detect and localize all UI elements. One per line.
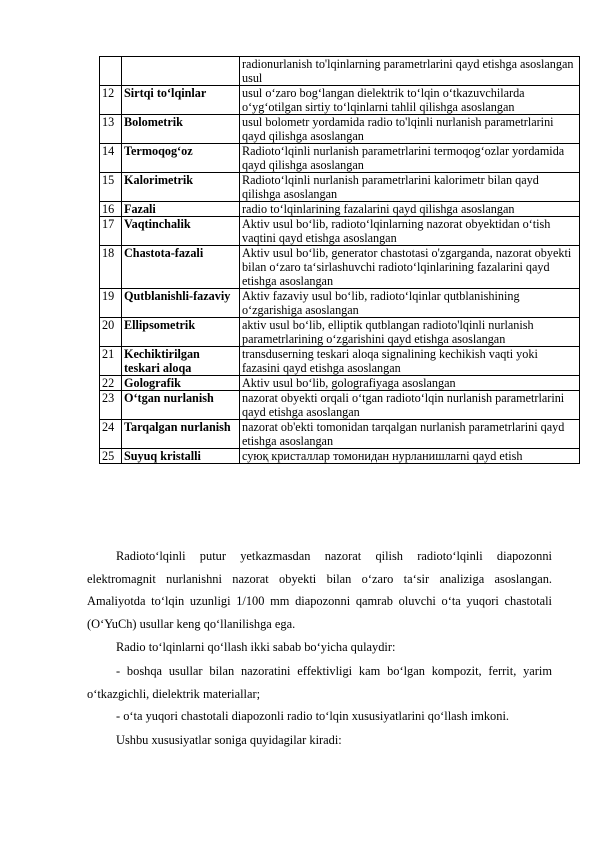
row-number: 21 (100, 347, 122, 376)
row-number: 12 (100, 86, 122, 115)
method-description: aktiv usul bo‘lib, elliptik qutblangan radioto'lqinli nurlanish parametrlarining o‘zgarishini qayd etishga asoslangan (240, 318, 580, 347)
method-name: Termoqog‘oz (122, 144, 240, 173)
method-name: Kalorimetrik (122, 173, 240, 202)
methods-table (99, 56, 580, 464)
method-name: Vaqtinchalik (122, 217, 240, 246)
method-description: usul o‘zaro bog‘langan dielektrik to‘lqin o‘tkazuvchilarda o‘yg‘otilgan sirtiy to‘lqinlarni tahlil qilishga asoslangan (240, 86, 580, 115)
row-number: 25 (100, 449, 122, 464)
method-description: Aktiv fazaviy usul bo‘lib, radioto‘lqinlar qutblanishining o‘zgarishiga asoslangan (240, 289, 580, 318)
table-row (100, 376, 580, 391)
method-name: Golografik (122, 376, 240, 391)
method-description: Radioto‘lqinli nurlanish parametrlarini termoqog‘ozlar yordamida qayd qilishga asoslangan (240, 144, 580, 173)
method-description: usul bolometr yordamida radio to'lqinli nurlanish parametrlarini qayd qilishga asoslangan (240, 115, 580, 144)
method-description: Radioto‘lqinli nurlanish parametrlarini kalorimetr bilan qayd qilishga asoslangan (240, 173, 580, 202)
row-number: 15 (100, 173, 122, 202)
row-number (100, 57, 122, 86)
method-name: Qutblanishli-fazaviy (122, 289, 240, 318)
table-row (100, 86, 580, 115)
methods-table-body (100, 57, 580, 464)
table-row (100, 420, 580, 449)
method-description: суюқ кристаллар томонидан нурланишлarni qayd etish (240, 449, 580, 464)
row-number: 16 (100, 202, 122, 217)
method-description: Aktiv usul bo‘lib, radioto‘lqinlarning nazorat obyektidan o‘tish vaqtini qayd etishga asoslangan (240, 217, 580, 246)
method-description: nazorat obyekti orqali o‘tgan radioto‘lqin nurlanish parametrlarini qayd etishga asoslangan (240, 391, 580, 420)
method-name: Chastota-fazali (122, 246, 240, 289)
table-row (100, 347, 580, 376)
method-name: Suyuq kristalli (122, 449, 240, 464)
row-number: 17 (100, 217, 122, 246)
method-name: Bolometrik (122, 115, 240, 144)
row-number: 13 (100, 115, 122, 144)
method-description: Aktiv usul bo‘lib, generator chastotasi o'zgarganda, nazorat obyekti bilan o‘zaro ta‘sirlashuvchi radioto‘lqinlarining fazalarini qayd etishga asoslangan (240, 246, 580, 289)
paragraph-features-heading: Ushbu xususiyatlar soniga quyidagilar kiradi: (116, 733, 342, 747)
method-name: Sirtqi to‘lqinlar (122, 86, 240, 115)
row-number: 23 (100, 391, 122, 420)
row-number: 18 (100, 246, 122, 289)
table-row (100, 202, 580, 217)
paragraph-reason-1: - boshqa usullar bilan nazoratini effektivligi kam bo‘lgan kompozit, ferrit, yarim o‘tkazgichli, dielektrik materiallar; (87, 664, 552, 701)
paragraph-intro: Radioto‘lqinli putur yetkazmasdan nazorat qilish radioto‘lqinli diapozonni elektromagnit nurlanishni nazorat obyekti bilan o‘zaro ta‘sir analiziga asoslangan. Amaliyotda to‘lqin uzunligi 1/100 mm diapozonni qamrab oluvchi o‘ta yuqori chastotali (O‘YuCh) usullar keng qo‘llanilishga ega. (87, 549, 552, 631)
table-row (100, 173, 580, 202)
method-description: transduserning teskari aloqa signalining kechikish vaqti yoki fazasini qayd etishga asoslangan (240, 347, 580, 376)
table-row (100, 449, 580, 464)
row-number: 24 (100, 420, 122, 449)
method-name: O‘tgan nurlanish (122, 391, 240, 420)
row-number: 20 (100, 318, 122, 347)
table-row (100, 246, 580, 289)
paragraph-reason-2: - o‘ta yuqori chastotali diapozonli radio to‘lqin xususiyatlarini qo‘llash imkoni. (116, 709, 509, 723)
table-row (100, 144, 580, 173)
row-number: 22 (100, 376, 122, 391)
method-description: Aktiv usul bo‘lib, golografiyaga asoslangan (240, 376, 580, 391)
method-description: radionurlanish to'lqinlarning parametrlarini qayd etishga asoslangan usul (240, 57, 580, 86)
table-row (100, 57, 580, 86)
table-row (100, 391, 580, 420)
method-name (122, 57, 240, 86)
method-description: radio to‘lqinlarining fazalarini qayd qilishga asoslangan (240, 202, 580, 217)
row-number: 14 (100, 144, 122, 173)
paragraph-reasons-heading: Radio to‘lqinlarni qo‘llash ikki sabab bo‘yicha qulaydir: (116, 640, 396, 654)
method-name: Tarqalgan nurlanish (122, 420, 240, 449)
table-row (100, 318, 580, 347)
method-name: Fazali (122, 202, 240, 217)
table-row (100, 115, 580, 144)
table-row (100, 217, 580, 246)
method-name: Kechiktirilgan teskari aloqa (122, 347, 240, 376)
row-number: 19 (100, 289, 122, 318)
method-name: Ellipsometrik (122, 318, 240, 347)
method-description: nazorat ob'ekti tomonidan tarqalgan nurlanish parametrlarini qayd etishga asoslangan (240, 420, 580, 449)
table-row (100, 289, 580, 318)
